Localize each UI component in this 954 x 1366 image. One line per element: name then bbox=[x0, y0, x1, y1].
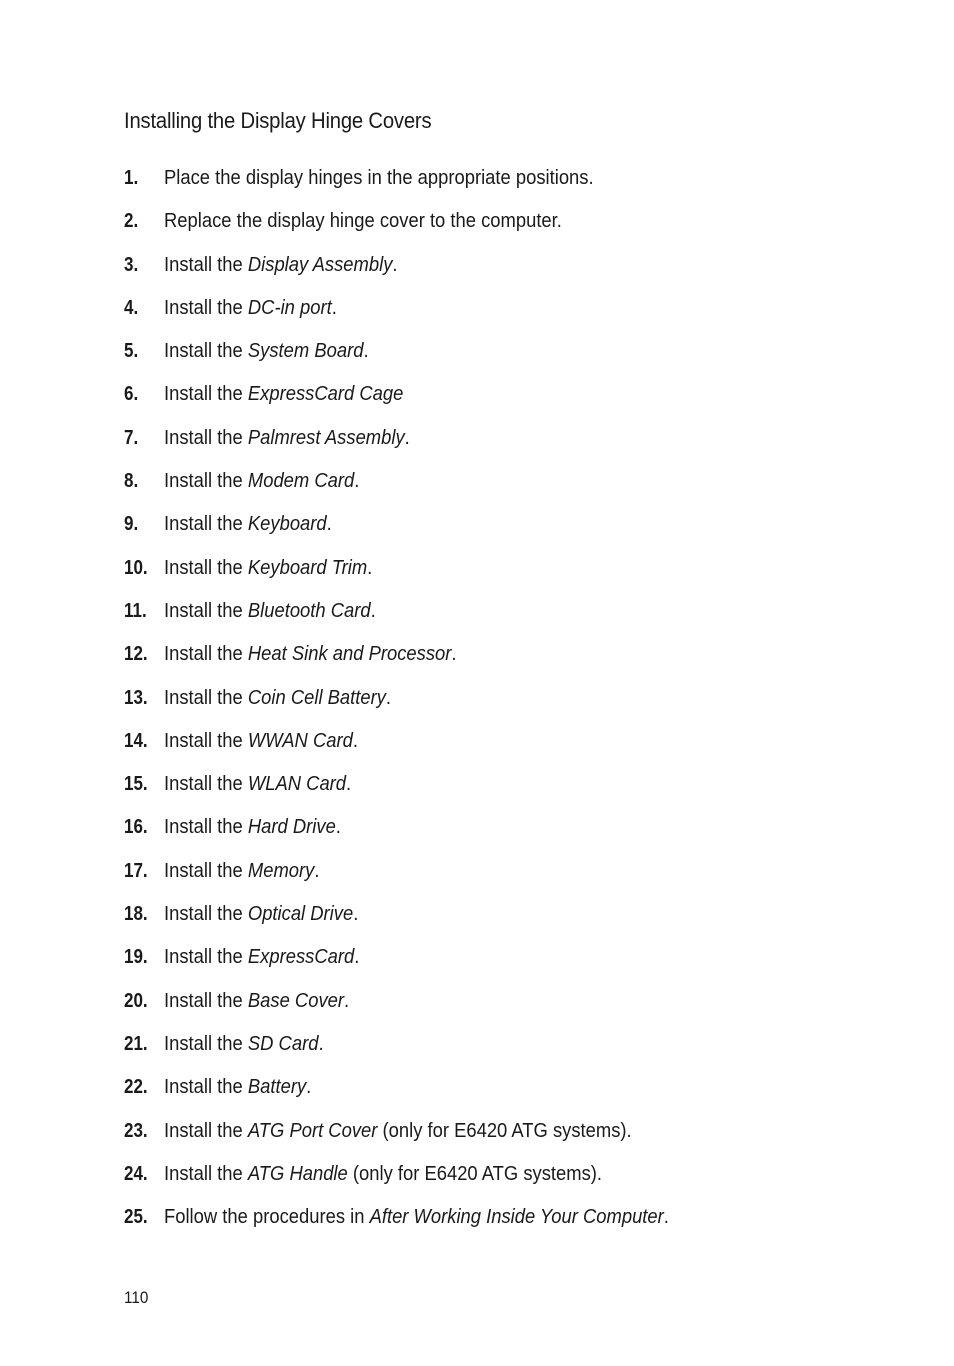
page-title: Installing the Display Hinge Covers bbox=[124, 108, 432, 133]
step-number: 17. bbox=[124, 859, 148, 882]
step-suffix: . bbox=[326, 513, 332, 536]
step-item bbox=[124, 207, 713, 250]
step-number: 13. bbox=[124, 686, 148, 709]
step-reference-link[interactable]: Bluetooth Card bbox=[247, 599, 371, 622]
step-text bbox=[164, 770, 351, 798]
step-instruction: Install the bbox=[164, 859, 248, 882]
step-text bbox=[164, 294, 337, 322]
step-number: 18. bbox=[124, 903, 148, 926]
step-instruction: Install the bbox=[164, 426, 248, 449]
step-item bbox=[124, 1073, 713, 1116]
step-instruction: Install the bbox=[164, 729, 248, 752]
step-item bbox=[124, 727, 713, 770]
step-suffix: . bbox=[385, 686, 392, 709]
step-reference-link[interactable]: SD Card bbox=[247, 1032, 319, 1055]
step-instruction: Install the bbox=[164, 599, 248, 622]
step-suffix: . bbox=[314, 859, 320, 882]
step-item bbox=[124, 640, 713, 683]
step-number: 6. bbox=[124, 383, 139, 406]
step-item bbox=[124, 554, 713, 597]
step-reference-link[interactable]: ExpressCard bbox=[247, 946, 355, 969]
step-suffix: . bbox=[344, 989, 350, 1012]
step-number: 19. bbox=[124, 946, 148, 969]
step-item bbox=[124, 813, 713, 856]
step-item bbox=[124, 251, 713, 294]
step-number: 23. bbox=[124, 1119, 148, 1142]
step-item bbox=[124, 987, 713, 1030]
step-number: 22. bbox=[124, 1076, 148, 1099]
step-number: 15. bbox=[124, 773, 148, 796]
step-reference-link[interactable]: Battery bbox=[247, 1076, 307, 1099]
step-reference-link[interactable]: Keyboard bbox=[247, 513, 327, 536]
step-instruction: Install the bbox=[164, 989, 248, 1012]
step-instruction: Install the bbox=[164, 470, 248, 493]
step-number: 11. bbox=[124, 599, 147, 622]
step-item bbox=[124, 684, 713, 727]
step-suffix: . bbox=[404, 426, 410, 449]
step-number: 25. bbox=[124, 1206, 148, 1229]
step-text bbox=[164, 857, 319, 885]
step-instruction: Replace the display hinge cover to the computer. bbox=[164, 210, 562, 233]
step-suffix: . bbox=[331, 296, 337, 319]
step-text bbox=[164, 640, 457, 668]
step-suffix: . bbox=[306, 1076, 312, 1099]
step-reference-link[interactable]: Optical Drive bbox=[247, 903, 354, 926]
step-number: 2. bbox=[124, 210, 139, 233]
step-suffix: . bbox=[346, 773, 352, 796]
step-item bbox=[124, 1030, 713, 1073]
step-number: 9. bbox=[124, 513, 139, 536]
step-suffix: . bbox=[392, 253, 398, 276]
step-reference-link[interactable]: WWAN Card bbox=[247, 729, 353, 752]
step-item bbox=[124, 597, 713, 640]
step-text bbox=[164, 207, 562, 235]
step-item bbox=[124, 900, 713, 943]
step-reference-link[interactable]: DC-in port bbox=[247, 296, 332, 319]
step-instruction: Install the bbox=[164, 816, 248, 839]
step-reference-link[interactable]: ExpressCard Cage bbox=[247, 383, 404, 406]
step-text bbox=[164, 164, 594, 192]
step-number: 3. bbox=[124, 253, 139, 276]
step-number: 7. bbox=[124, 426, 139, 449]
step-number: 1. bbox=[124, 167, 139, 189]
step-item bbox=[124, 1160, 713, 1203]
step-instruction: Follow the procedures in bbox=[164, 1206, 370, 1229]
step-reference-link[interactable]: Base Cover bbox=[247, 989, 345, 1012]
step-text bbox=[164, 1117, 632, 1145]
step-reference-link[interactable]: ATG Port Cover bbox=[247, 1119, 378, 1142]
step-reference-link[interactable]: Keyboard Trim bbox=[247, 556, 368, 579]
step-text bbox=[164, 510, 332, 538]
step-suffix: . bbox=[451, 643, 457, 666]
step-text bbox=[164, 337, 369, 365]
step-text bbox=[164, 467, 359, 495]
step-suffix: . bbox=[363, 340, 369, 363]
step-reference-link[interactable]: Heat Sink and Processor bbox=[247, 643, 452, 666]
step-text bbox=[164, 424, 410, 452]
step-instruction: Place the display hinges in the appropriate positions. bbox=[164, 167, 594, 189]
step-reference-link[interactable]: Display Assembly bbox=[247, 253, 393, 276]
step-text bbox=[164, 987, 349, 1015]
step-text bbox=[164, 727, 358, 755]
step-suffix: . bbox=[354, 470, 360, 493]
step-item bbox=[124, 380, 713, 423]
step-item bbox=[124, 770, 713, 813]
step-instruction: Install the bbox=[164, 1162, 248, 1185]
step-number: 12. bbox=[124, 643, 148, 666]
step-instruction: Install the bbox=[164, 296, 248, 319]
step-instruction: Install the bbox=[164, 340, 248, 363]
step-reference-link[interactable]: System Board bbox=[247, 340, 364, 363]
step-text bbox=[164, 1073, 311, 1101]
step-instruction: Install the bbox=[164, 253, 248, 276]
step-item bbox=[124, 424, 713, 467]
step-instruction: Install the bbox=[164, 556, 248, 579]
step-number: 8. bbox=[124, 470, 139, 493]
step-instruction: Install the bbox=[164, 903, 248, 926]
step-text bbox=[164, 1203, 669, 1231]
step-suffix: . bbox=[318, 1032, 324, 1055]
step-reference-link[interactable]: WLAN Card bbox=[247, 773, 347, 796]
step-suffix: . bbox=[354, 946, 360, 969]
step-reference-link[interactable]: ATG Handle bbox=[247, 1162, 348, 1185]
step-suffix: (only for E6420 ATG systems). bbox=[377, 1119, 632, 1142]
step-suffix: . bbox=[352, 729, 358, 752]
step-number: 10. bbox=[124, 556, 148, 579]
step-reference-link[interactable]: After Working Inside Your Computer bbox=[369, 1206, 664, 1229]
step-list bbox=[124, 164, 713, 1246]
step-suffix: . bbox=[370, 599, 376, 622]
step-text bbox=[164, 1030, 324, 1058]
step-item bbox=[124, 943, 713, 986]
step-item bbox=[124, 510, 713, 553]
step-text bbox=[164, 684, 391, 712]
step-number: 14. bbox=[124, 729, 148, 752]
step-suffix: (only for E6420 ATG systems). bbox=[347, 1162, 603, 1185]
step-reference-link[interactable]: Modem Card bbox=[247, 470, 355, 493]
step-item bbox=[124, 1203, 713, 1246]
step-item bbox=[124, 337, 713, 380]
step-reference-link[interactable]: Palmrest Assembly bbox=[247, 426, 405, 449]
step-text bbox=[164, 597, 376, 625]
step-instruction: Install the bbox=[164, 1076, 248, 1099]
step-suffix: . bbox=[367, 556, 373, 579]
step-number: 16. bbox=[124, 816, 148, 839]
step-number: 20. bbox=[124, 989, 148, 1012]
step-text bbox=[164, 554, 372, 582]
step-item bbox=[124, 857, 713, 900]
step-number: 24. bbox=[124, 1162, 148, 1185]
step-number: 21. bbox=[124, 1032, 148, 1055]
step-number: 4. bbox=[124, 296, 139, 319]
step-suffix: . bbox=[353, 903, 359, 926]
step-text bbox=[164, 1160, 602, 1188]
step-text bbox=[164, 380, 403, 408]
step-reference-link[interactable]: Hard Drive bbox=[247, 816, 336, 839]
step-text bbox=[164, 251, 398, 279]
step-instruction: Install the bbox=[164, 513, 248, 536]
step-reference-link[interactable]: Memory bbox=[247, 859, 315, 882]
step-instruction: Install the bbox=[164, 773, 248, 796]
step-instruction: Install the bbox=[164, 686, 248, 709]
step-reference-link[interactable]: Coin Cell Battery bbox=[247, 686, 386, 709]
step-text bbox=[164, 813, 341, 841]
page-number: 110 bbox=[124, 1288, 149, 1307]
step-instruction: Install the bbox=[164, 1119, 248, 1142]
step-item bbox=[124, 164, 713, 207]
step-item bbox=[124, 294, 713, 337]
step-instruction: Install the bbox=[164, 946, 248, 969]
step-text bbox=[164, 900, 358, 928]
step-suffix: . bbox=[663, 1206, 669, 1229]
step-instruction: Install the bbox=[164, 643, 248, 666]
step-item bbox=[124, 467, 713, 510]
step-instruction: Install the bbox=[164, 1032, 248, 1055]
step-text bbox=[164, 943, 359, 971]
step-item bbox=[124, 1117, 713, 1160]
step-suffix: . bbox=[335, 816, 341, 839]
step-number: 5. bbox=[124, 340, 139, 363]
step-instruction: Install the bbox=[164, 383, 248, 406]
